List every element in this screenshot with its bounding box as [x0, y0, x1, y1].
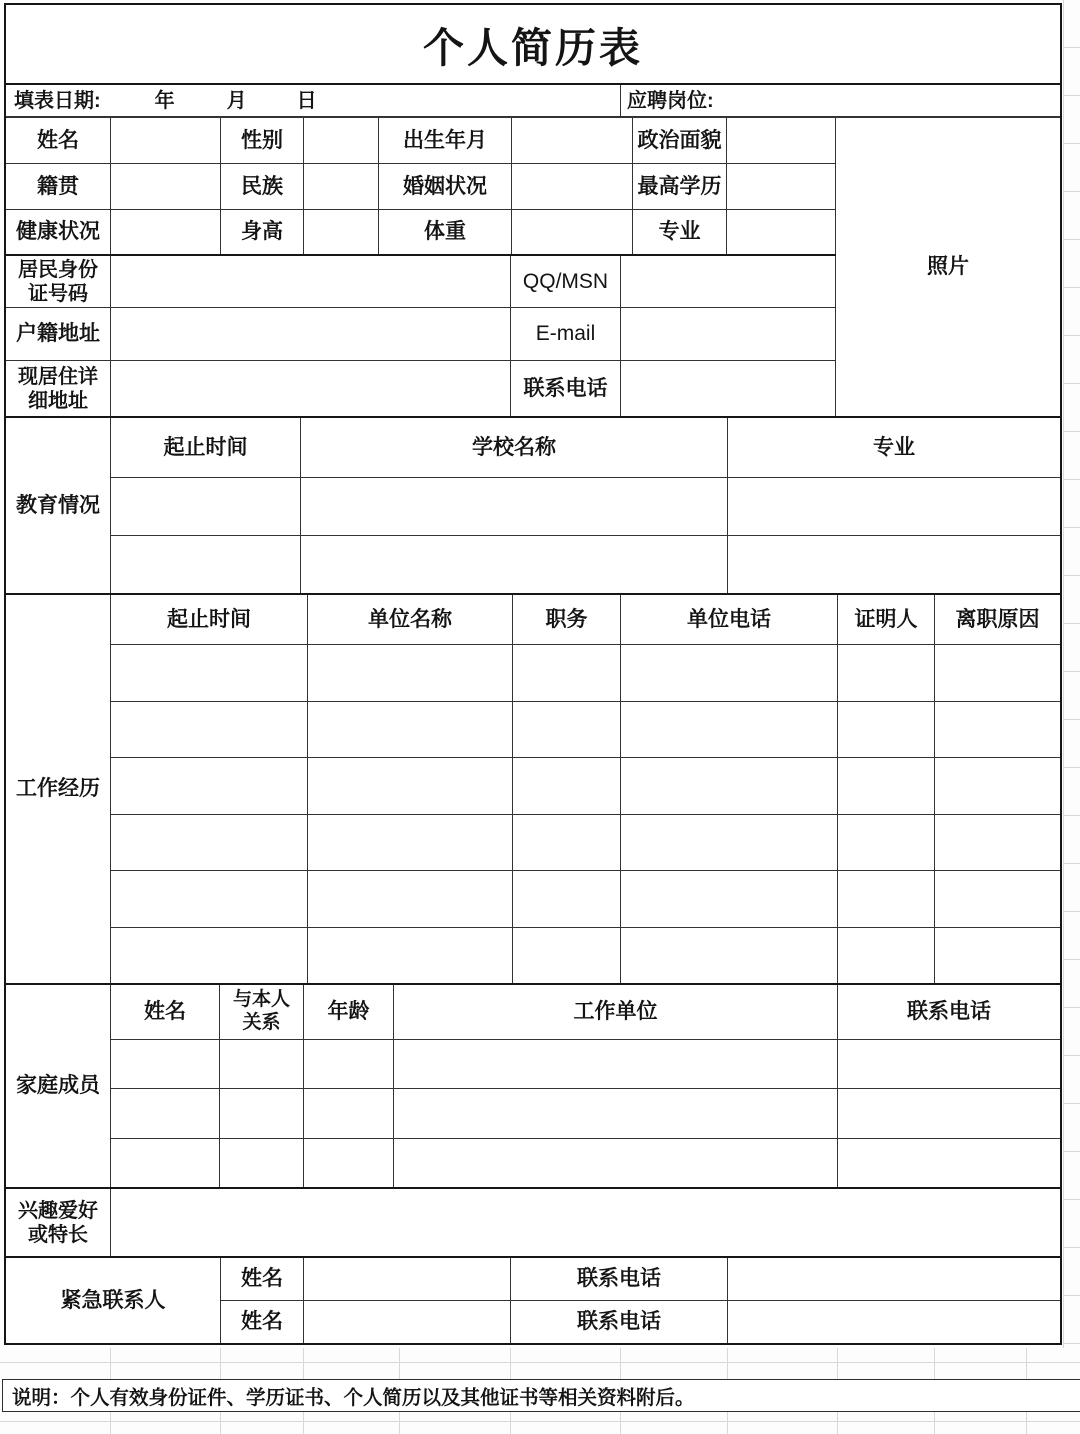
emergency-phone-input-2[interactable] [728, 1301, 1060, 1343]
work-empty-cell[interactable] [513, 645, 621, 701]
gender-label: 性别 [221, 118, 304, 163]
hobby-label: 兴趣爱好 或特长 [6, 1189, 111, 1256]
work-empty-cell[interactable] [513, 871, 621, 927]
email-input-cell[interactable] [621, 308, 836, 360]
edu-empty-cell[interactable] [301, 478, 728, 535]
family-empty-cell[interactable] [838, 1089, 1060, 1137]
family-empty-cell[interactable] [220, 1040, 304, 1088]
family-empty-cell[interactable] [220, 1089, 304, 1137]
work-empty-cell[interactable] [111, 871, 308, 927]
work-empty-cell[interactable] [621, 815, 838, 871]
work-empty-cell[interactable] [308, 871, 513, 927]
family-empty-cell[interactable] [304, 1040, 394, 1088]
marital-status-label: 婚姻状况 [379, 164, 512, 209]
applied-position-cell[interactable] [621, 85, 1060, 116]
work-empty-cell[interactable] [308, 702, 513, 758]
work-empty-cell[interactable] [838, 815, 935, 871]
work-empty-cell[interactable] [838, 928, 935, 984]
work-empty-cell[interactable] [621, 758, 838, 814]
contact-phone-input-cell[interactable] [621, 361, 836, 416]
current-address-label: 现居住详 细地址 [6, 361, 111, 416]
edu-empty-cell[interactable] [728, 478, 1060, 535]
ethnicity-label: 民族 [221, 164, 304, 209]
sheet-gridline-column [1063, 0, 1064, 1434]
major-label: 专业 [633, 210, 727, 254]
work-company-header: 单位名称 [308, 595, 513, 644]
work-empty-cell[interactable] [935, 928, 1060, 984]
sheet-gridlines-right [1063, 0, 1080, 1434]
year-label: 年 [154, 89, 175, 112]
work-title-header: 职务 [513, 595, 621, 644]
photo-label: 照片 [927, 255, 969, 279]
email-label: E-mail [511, 308, 621, 360]
work-empty-cell[interactable] [111, 758, 308, 814]
marital-status-input-cell[interactable] [512, 164, 633, 209]
work-empty-cell[interactable] [621, 928, 838, 984]
work-reference-header: 证明人 [838, 595, 935, 644]
emergency-name-input-1[interactable] [304, 1258, 511, 1300]
weight-input-cell[interactable] [512, 210, 633, 254]
health-status-label: 健康状况 [6, 210, 111, 254]
work-empty-cell[interactable] [308, 758, 513, 814]
height-label: 身高 [221, 210, 304, 254]
work-empty-cell[interactable] [111, 815, 308, 871]
work-empty-cell[interactable] [935, 645, 1060, 701]
birth-date-label: 出生年月 [379, 118, 512, 163]
emergency-name-label-2: 姓名 [221, 1301, 304, 1343]
qq-msn-input-cell[interactable] [621, 256, 836, 307]
work-empty-cell[interactable] [935, 815, 1060, 871]
family-empty-cell[interactable] [111, 1139, 220, 1187]
work-empty-cell[interactable] [621, 871, 838, 927]
family-empty-cell[interactable] [838, 1040, 1060, 1088]
emergency-phone-label-2: 联系电话 [511, 1301, 728, 1343]
sheet-gridlines-band [0, 1348, 1080, 1379]
work-empty-cell[interactable] [935, 758, 1060, 814]
education-section-label: 教育情况 [6, 418, 111, 593]
emergency-phone-label-1: 联系电话 [511, 1258, 728, 1300]
registered-address-label: 户籍地址 [6, 308, 111, 360]
work-empty-cell[interactable] [838, 702, 935, 758]
highest-education-label: 最高学历 [633, 164, 727, 209]
ethnicity-input-cell[interactable] [304, 164, 379, 209]
family-empty-cell[interactable] [111, 1040, 220, 1088]
height-input-cell[interactable] [304, 210, 379, 254]
id-number-label: 居民身份 证号码 [6, 256, 111, 307]
day-label: 日 [296, 89, 317, 112]
family-empty-cell[interactable] [394, 1089, 838, 1137]
work-empty-cell[interactable] [838, 645, 935, 701]
native-place-label: 籍贯 [6, 164, 111, 209]
birth-date-input-cell[interactable] [512, 118, 633, 163]
work-empty-cell[interactable] [513, 928, 621, 984]
work-empty-cell[interactable] [513, 815, 621, 871]
family-empty-cell[interactable] [220, 1139, 304, 1187]
month-label: 月 [226, 89, 247, 112]
fill-date-label: 填表日期: [14, 89, 101, 112]
edu-empty-cell[interactable] [301, 536, 728, 593]
emergency-name-label-1: 姓名 [221, 1258, 304, 1300]
work-empty-cell[interactable] [111, 928, 308, 984]
work-empty-cell[interactable] [111, 645, 308, 701]
work-empty-cell[interactable] [513, 702, 621, 758]
work-empty-cell[interactable] [838, 758, 935, 814]
work-empty-cell[interactable] [513, 758, 621, 814]
work-empty-cell[interactable] [621, 702, 838, 758]
family-empty-cell[interactable] [111, 1089, 220, 1137]
name-input-cell[interactable] [111, 118, 221, 163]
contact-phone-label: 联系电话 [511, 361, 621, 416]
note-text: 说明：个人有效身份证件、学历证书、个人简历以及其他证书等相关资料附后。 [12, 1386, 695, 1409]
work-empty-cell[interactable] [111, 702, 308, 758]
family-workplace-header: 工作单位 [394, 985, 838, 1039]
emergency-section-label: 紧急联系人 [6, 1258, 221, 1343]
edu-school-header: 学校名称 [301, 418, 728, 477]
edu-empty-cell[interactable] [111, 478, 301, 535]
work-leave-reason-header: 离职原因 [955, 607, 1040, 631]
native-place-input-cell[interactable] [111, 164, 221, 209]
sheet-gridline-row [0, 1362, 1080, 1363]
edu-period-header: 起止时间 [111, 418, 301, 477]
hobby-input-cell[interactable] [111, 1189, 1060, 1256]
work-phone-header: 单位电话 [621, 595, 838, 644]
sheet-gridlines-band [0, 1412, 1080, 1434]
gender-input-cell[interactable] [304, 118, 379, 163]
family-empty-cell[interactable] [304, 1089, 394, 1137]
edu-empty-cell[interactable] [728, 536, 1060, 593]
family-empty-cell[interactable] [304, 1139, 394, 1187]
family-empty-cell[interactable] [394, 1040, 838, 1088]
emergency-name-input-2[interactable] [304, 1301, 511, 1343]
family-empty-cell[interactable] [394, 1139, 838, 1187]
family-name-header: 姓名 [111, 985, 220, 1039]
work-empty-cell[interactable] [621, 645, 838, 701]
work-section-label: 工作经历 [6, 595, 111, 983]
major-input-cell[interactable] [727, 210, 836, 254]
registered-address-input-cell[interactable] [111, 308, 511, 360]
work-empty-cell[interactable] [935, 702, 1060, 758]
edu-major-header: 专业 [873, 435, 915, 459]
work-empty-cell[interactable] [308, 645, 513, 701]
note-row [2, 1379, 1080, 1412]
work-period-header: 起止时间 [111, 595, 308, 644]
id-number-input-cell[interactable] [111, 256, 511, 307]
sheet-gridline-row [0, 1421, 1080, 1422]
political-status-label: 政治面貌 [633, 118, 727, 163]
edu-empty-cell[interactable] [111, 536, 301, 593]
name-label: 姓名 [6, 118, 111, 163]
qq-msn-label: QQ/MSN [511, 256, 621, 307]
family-section-label: 家庭成员 [6, 985, 111, 1187]
work-empty-cell[interactable] [308, 815, 513, 871]
work-empty-cell[interactable] [308, 928, 513, 984]
emergency-phone-input-1[interactable] [728, 1258, 1060, 1300]
photo-cell[interactable] [836, 118, 1060, 416]
weight-label: 体重 [379, 210, 512, 254]
fill-date-cell[interactable] [6, 85, 621, 116]
political-status-input-cell[interactable] [727, 118, 836, 163]
current-address-input-cell[interactable] [111, 361, 511, 416]
form-title: 个人简历表 [6, 5, 1060, 85]
work-empty-cell[interactable] [838, 871, 935, 927]
health-status-input-cell[interactable] [111, 210, 221, 254]
applied-position-label: 应聘岗位: [627, 89, 714, 112]
work-empty-cell[interactable] [935, 871, 1060, 927]
family-phone-header: 联系电话 [907, 1000, 991, 1024]
resume-form-table [4, 3, 1062, 1345]
highest-education-input-cell[interactable] [727, 164, 836, 209]
family-relation-header: 与本人 关系 [220, 985, 304, 1039]
family-empty-cell[interactable] [838, 1139, 1060, 1187]
family-age-header: 年龄 [304, 985, 394, 1039]
